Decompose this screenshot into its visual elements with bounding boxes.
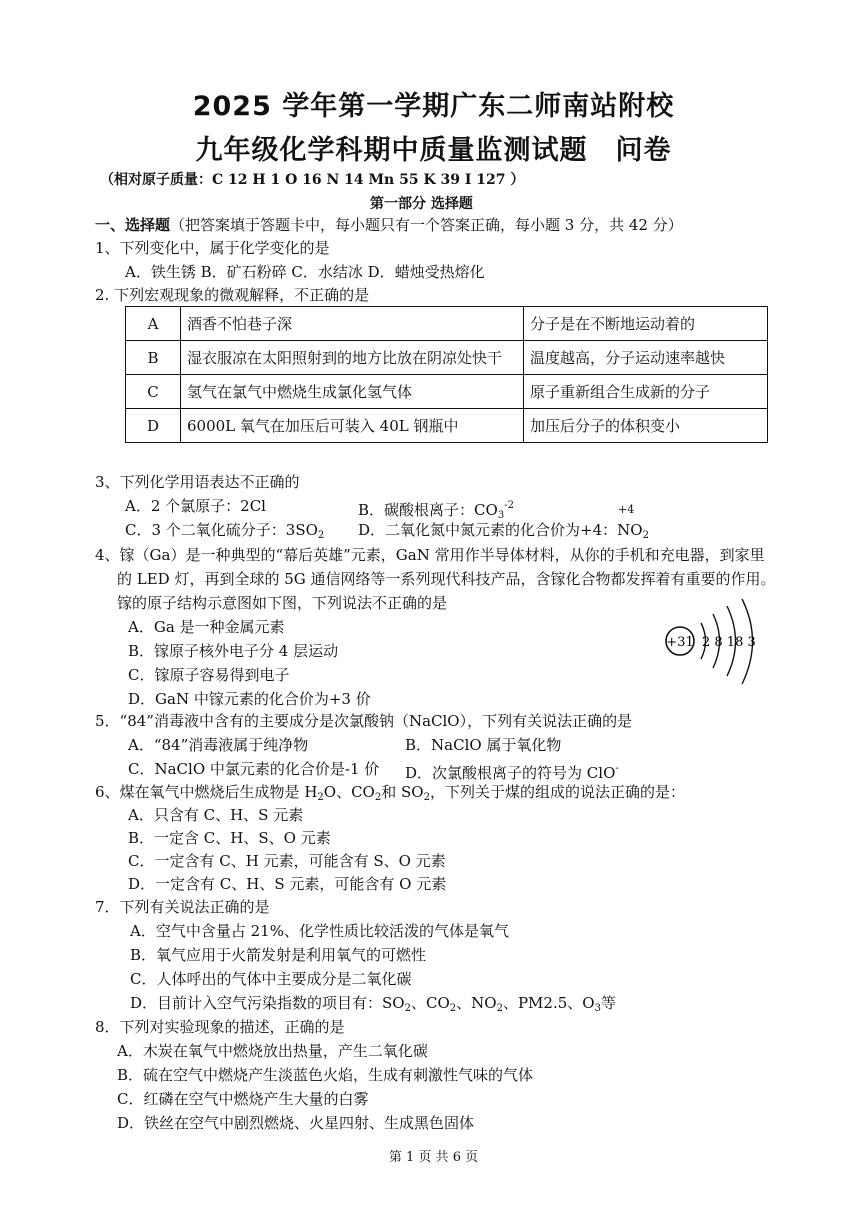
- q8-option-b: B．硫在空气中燃烧产生淡蓝色火焰，生成有刺激性气味的气体: [117, 1066, 534, 1084]
- superscript: -: [615, 763, 619, 774]
- subscript: 3: [497, 510, 505, 521]
- q7-stem: 7．下列有关说法正确的是: [95, 898, 270, 916]
- q5-option-d-text: D．次氯酸根离子的符号为 ClO: [405, 764, 616, 782]
- row-phenomenon: 湿衣服凉在太阳照射到的地方比放在阴凉处快干: [181, 341, 524, 375]
- q3-option-c-text: C．3 个二氧化硫分子：3SO: [125, 521, 318, 539]
- section-note: （把答案填于答题卡中，每小题只有一个答案正确，每小题 3 分，共 42 分）: [170, 216, 683, 234]
- q6-option-c: C．一定含有 C、H 元素，可能含有 S、O 元素: [128, 852, 446, 870]
- q8-option-c: C．红磷在空气中燃烧产生大量的白雾: [117, 1090, 369, 1108]
- subscript: 3: [594, 1003, 601, 1014]
- exam-title-main: 九年级化学科期中质量监测试题: [195, 135, 588, 166]
- q4-line2: 的 LED 灯，再到全球的 5G 通信网络等一系列现代科技产品，含镓化合物都发挥着有重要的作用。: [117, 570, 776, 588]
- superscript: -2: [504, 500, 514, 511]
- q8-option-a: A．木炭在氧气中燃烧放出热量，产生二氧化碳: [117, 1042, 428, 1060]
- q7-option-d-part: 、NO: [456, 994, 497, 1012]
- row-explanation: 加压后分子的体积变小: [524, 409, 768, 443]
- section-title: 一、选择题: [95, 216, 171, 234]
- q8-stem: 8．下列对实验现象的描述，正确的是: [95, 1018, 345, 1036]
- q4-option-d: D．GaN 中镓元素的化合价为+3 价: [128, 690, 371, 708]
- q7-option-d-part: 、CO: [410, 994, 450, 1012]
- row-explanation: 分子是在不断地运动着的: [524, 307, 768, 341]
- q3-option-a: A．2 个氯原子：2Cl: [125, 497, 266, 515]
- q6-option-b: B．一定含 C、H、S、O 元素: [128, 829, 331, 847]
- q5-stem: 5．“84”消毒液中含有的主要成分是次氯酸钠（NaClO），下列有关说法正确的是: [95, 712, 633, 730]
- part-title: 第一部分 选择题: [370, 196, 473, 212]
- q4-option-c: C．镓原子容易得到电子: [128, 666, 290, 684]
- q7-option-b: B．氧气应用于火箭发射是利用氧气的可燃性: [130, 946, 427, 964]
- row-phenomenon: 酒香不怕巷子深: [181, 307, 524, 341]
- q6-option-a: A．只含有 C、H、S 元素: [128, 806, 304, 824]
- q7-option-c: C．人体呼出的气体中主要成分是二氧化碳: [130, 970, 412, 988]
- section-heading: [95, 215, 683, 235]
- q6-option-d: D．一定含有 C、H、S 元素，可能含有 O 元素: [128, 875, 447, 893]
- q5-option-d: [405, 759, 619, 783]
- q4-option-b: B．镓原子核外电子分 4 层运动: [128, 642, 339, 660]
- row-letter: A: [126, 307, 181, 341]
- table-row: [126, 375, 768, 409]
- nucleus-charge: +31: [666, 635, 694, 650]
- q2-table: [125, 306, 768, 443]
- row-letter: B: [126, 341, 181, 375]
- q2-stem: 2. 下列宏观现象的微观解释，不正确的是: [95, 286, 370, 304]
- subscript: 2: [496, 1003, 503, 1014]
- q3-option-d-text: D．二氧化氮中氮元素的化合价为+4：NO: [358, 521, 643, 539]
- row-letter: D: [126, 409, 181, 443]
- q5-option-c: C．NaClO 中氯元素的化合价是-1 价: [128, 760, 380, 778]
- shell-electrons: 2 8 18 3: [702, 635, 756, 650]
- q3-option-b-text: B．碳酸根离子：CO: [358, 501, 498, 519]
- q3-option-c: [125, 520, 324, 546]
- page-number: 第 1 页 共 6 页: [388, 1150, 479, 1165]
- q1-stem: 1、下列变化中，属于化学变化的是: [95, 239, 330, 257]
- row-letter: C: [126, 375, 181, 409]
- row-explanation: 温度越高，分子运动速率越快: [524, 341, 768, 375]
- q3-option-d: [358, 520, 649, 546]
- q6-stem-part: O、CO: [323, 783, 375, 801]
- q6-stem-part: ，下列关于煤的组成的说法正确的是：: [429, 783, 685, 801]
- table-row: [126, 409, 768, 443]
- table-row: [126, 341, 768, 375]
- subscript: 2: [642, 530, 649, 541]
- subscript: 2: [404, 1003, 411, 1014]
- q6-stem-part: 和 SO: [381, 783, 424, 801]
- q5-option-a: A．“84”消毒液属于纯净物: [128, 736, 309, 754]
- q4-line3: 镓的原子结构示意图如下图，下列说法不正确的是: [117, 594, 448, 612]
- q7-option-d-part: 、PM2.5、O: [502, 994, 595, 1012]
- q7-option-d: [130, 993, 616, 1019]
- q7-option-d-part: 等: [600, 994, 616, 1012]
- q3-valence-mark: +4: [618, 503, 635, 516]
- q7-option-d-part: D．目前计入空气污染指数的项目有：SO: [130, 994, 405, 1012]
- subscript: 2: [317, 792, 324, 803]
- q4-line1: 4、镓（Ga）是一种典型的“幕后英雄”元素，GaN 常用作半导体材料，从你的手机和充电器，到家里: [95, 546, 765, 564]
- subscript: 2: [423, 792, 430, 803]
- q4-option-a: A．Ga 是一种金属元素: [128, 618, 285, 636]
- q3-stem: 3、下列化学用语表达不正确的: [95, 473, 300, 491]
- q5-option-b: B．NaClO 属于氧化物: [405, 736, 562, 754]
- row-explanation: 原子重新组合生成新的分子: [524, 375, 768, 409]
- gallium-atom-diagram: [660, 596, 770, 696]
- row-phenomenon: 6000L 氧气在加压后可装入 40L 钢瓶中: [181, 409, 524, 443]
- exam-title-line2: [0, 128, 867, 167]
- q1-options: A．铁生锈 B．矿石粉碎 C．水结冰 D．蜡烛受热熔化: [125, 263, 485, 281]
- q8-option-d: D．铁丝在空气中剧烈燃烧、火星四射、生成黑色固体: [117, 1114, 475, 1132]
- subscript: 2: [449, 1003, 457, 1014]
- atomic-mass-note: （相对原子质量：C 12 H 1 O 16 N 14 Mn 55 K 39 I 127 ）: [100, 172, 525, 188]
- exam-title-line1: 2025 学年第一学期广东二师南站附校: [192, 91, 675, 122]
- row-phenomenon: 氢气在氯气中燃烧生成氯化氢气体: [181, 375, 524, 409]
- q6-stem-part: 6、煤在氧气中燃烧后生成物是 H: [95, 783, 318, 801]
- subscript: 2: [317, 530, 325, 541]
- table-row: [126, 307, 768, 341]
- exam-title-suffix: 问卷: [615, 135, 672, 166]
- q7-option-a: A．空气中含量占 21%、化学性质比较活泼的气体是氧气: [130, 922, 509, 940]
- subscript: 2: [374, 792, 382, 803]
